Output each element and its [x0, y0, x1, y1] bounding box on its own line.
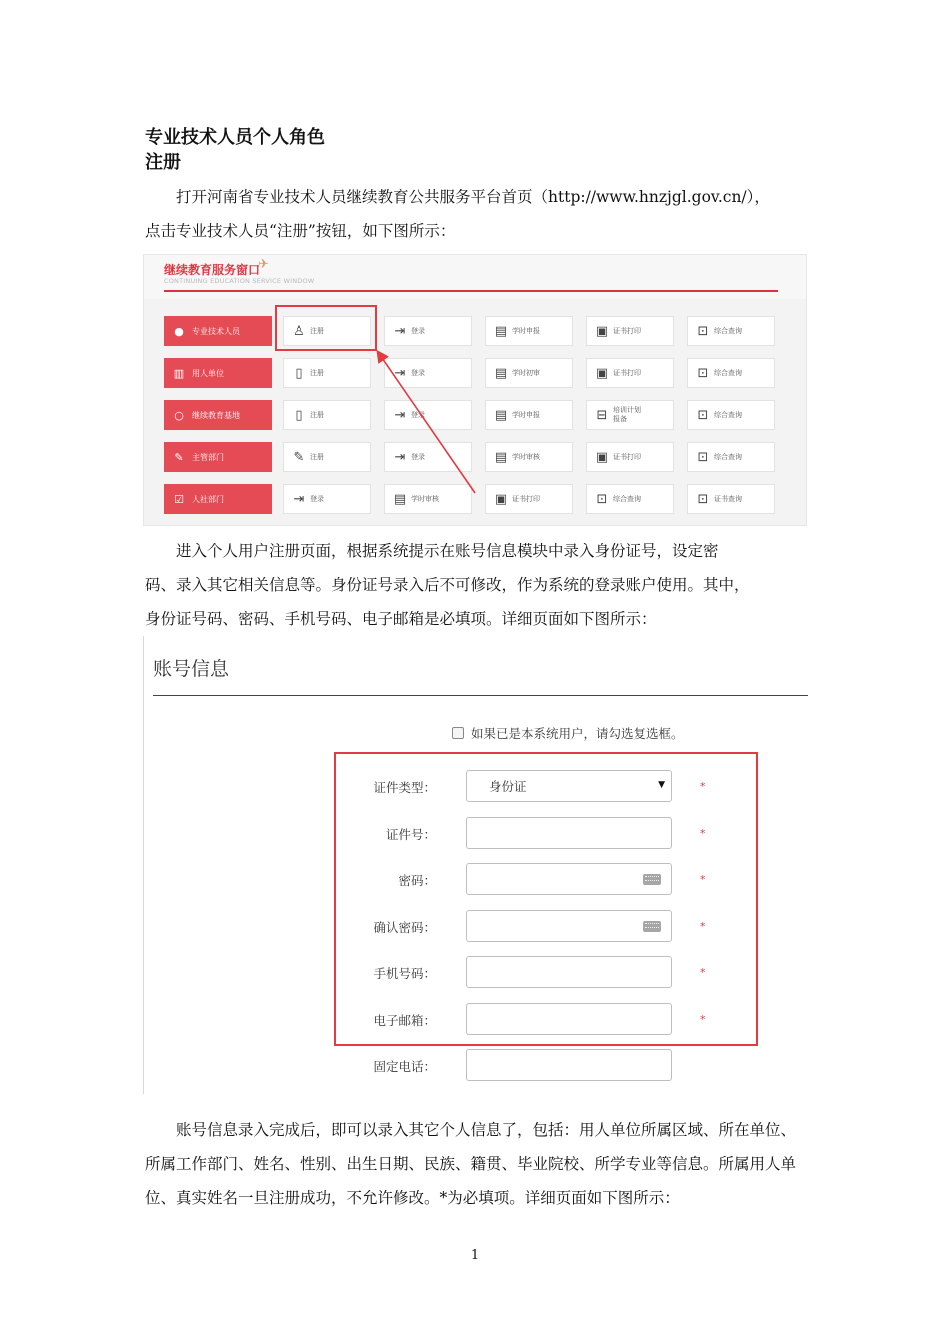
account-info-title: 账号信息 — [153, 658, 230, 680]
service-tile-label: 综合查询 — [714, 452, 742, 461]
existing-user-option[interactable] — [452, 724, 684, 742]
service-tile-label: 登录 — [411, 452, 425, 461]
title-divider — [153, 695, 808, 696]
search-doc-icon: ⊡ — [697, 407, 709, 423]
search-doc-icon: ⊡ — [697, 449, 709, 465]
user-outline-icon: ♙ — [293, 323, 305, 339]
account-form-screenshot — [143, 636, 807, 1094]
role-label-text: 继续教育基地 — [192, 410, 240, 420]
logo-icon: ✈ — [258, 257, 269, 272]
field-value: 身份证 — [489, 779, 527, 794]
document-icon: ▤ — [494, 449, 508, 465]
section-title: 专业技术人员个人角色 — [145, 127, 325, 148]
certificate-icon: ▣ — [595, 323, 609, 339]
field-label: 确认密码： — [373, 920, 436, 935]
field-label: 手机号码： — [373, 966, 436, 981]
role-label-text: 主管部门 — [192, 452, 224, 462]
paragraph-line: 所属工作部门、姓名、性别、出生日期、民族、籍贯、毕业院校、所学专业等信息。所属用人单 — [145, 1155, 797, 1173]
certificate-icon: ▣ — [494, 491, 508, 507]
field-label: 证件号： — [385, 827, 436, 842]
existing-user-checkbox[interactable] — [452, 727, 464, 739]
service-tile-label: 学时审核 — [512, 452, 540, 461]
page-number: 1 — [470, 1248, 480, 1263]
service-tile-label: 证书打印 — [512, 494, 540, 503]
required-mark: * — [700, 1013, 706, 1026]
document-icon: ▤ — [494, 407, 508, 423]
search-doc-icon: ⊡ — [697, 323, 709, 339]
required-mark: * — [700, 920, 706, 933]
certificate-icon: ▣ — [595, 365, 609, 381]
plan-icon: ⊟ — [596, 407, 608, 423]
paragraph-line: 身份证号码、密码、手机号码、电子邮箱是必填项。详细页面如下图所示： — [145, 610, 657, 628]
login-icon: ⇥ — [394, 365, 406, 381]
service-tile-label: 证书打印 — [613, 368, 641, 377]
search-doc-icon: ⊡ — [697, 365, 709, 381]
role-label-text: 用人单位 — [192, 368, 224, 378]
service-tile-label: 证书查询 — [714, 494, 742, 503]
service-tile-label: 注册 — [310, 368, 324, 377]
service-tile-label: 证书打印 — [613, 326, 641, 335]
building-outline-icon: ▯ — [295, 365, 303, 381]
field-label: 密码： — [398, 873, 436, 888]
field-label: 证件类型： — [373, 780, 436, 795]
document-icon: ▤ — [494, 365, 508, 381]
paragraph-line: 位、真实姓名一旦注册成功，不允许修改。*为必填项。详细页面如下图所示： — [145, 1189, 680, 1207]
search-doc-icon: ⊡ — [697, 491, 709, 507]
login-icon: ⇥ — [293, 491, 305, 507]
subsection-title: 注册 — [145, 152, 181, 173]
service-tile-label: 注册 — [310, 326, 324, 335]
brand-subtitle: CONTINUING EDUCATION SERVICE WINDOW — [164, 277, 315, 285]
service-tile-label: 学时初审 — [512, 368, 540, 377]
brand-title: 继续教育服务窗口 — [164, 263, 261, 277]
document-icon: ▤ — [393, 491, 407, 507]
user-edit-icon: ✎ — [174, 450, 184, 464]
paragraph-personal-info — [145, 1113, 810, 1215]
service-tile-label: 学时申报 — [512, 326, 540, 335]
service-tile-label: 注册 — [310, 410, 324, 419]
pointer-arrow — [144, 255, 807, 526]
service-tile-label: 综合查询 — [714, 410, 742, 419]
service-tile-label: 培训计划 报备 — [613, 406, 641, 423]
field-label: 电子邮箱： — [373, 1013, 436, 1028]
service-tile-label: 学时申报 — [512, 410, 540, 419]
service-tile-label: 登录 — [310, 494, 324, 503]
paragraph-line: 码、录入其它相关信息等。身份证号录入后不可修改，作为系统的登录账户使用。其中， — [145, 576, 750, 594]
user-icon: ● — [174, 324, 184, 338]
service-tile-label: 综合查询 — [714, 368, 742, 377]
service-tile-label: 登录 — [411, 326, 425, 335]
document-icon: ▤ — [494, 323, 508, 339]
form-input[interactable] — [466, 1049, 672, 1081]
paragraph-line: 点击专业技术人员“注册”按钮，如下图所示： — [145, 222, 456, 240]
service-tile-label: 综合查询 — [714, 326, 742, 335]
existing-user-tip: 如果已是本系统用户，请勾选复选框。 — [471, 726, 684, 741]
search-doc-icon: ⊡ — [596, 491, 608, 507]
service-tile-label: 登录 — [411, 368, 425, 377]
required-mark: * — [700, 780, 706, 793]
paragraph-line: 打开河南省专业技术人员继续教育公共服务平台首页（http://www.hnzjgl.gov.cn/）， — [176, 188, 770, 206]
service-tile-label: 注册 — [310, 452, 324, 461]
edit-icon: ✎ — [293, 449, 305, 465]
paragraph-intro — [145, 180, 810, 248]
service-tile-label: 证书打印 — [613, 452, 641, 461]
required-mark: * — [700, 873, 706, 886]
service-tile-label: 综合查询 — [613, 494, 641, 503]
paragraph-line: 进入个人用户注册页面，根据系统提示在账号信息模块中录入身份证号，设定密 — [176, 542, 719, 560]
caret-down-icon: ▼ — [658, 780, 665, 790]
building-outline-icon: ▯ — [295, 407, 303, 423]
certificate-icon: ▣ — [595, 449, 609, 465]
search-icon: ○ — [174, 408, 184, 422]
service-window-screenshot — [143, 254, 807, 526]
login-icon: ⇥ — [394, 449, 406, 465]
service-tile-label: 学时审核 — [411, 494, 439, 503]
required-fields-highlight-box — [334, 752, 758, 1046]
building-icon: ▥ — [173, 366, 185, 380]
service-tile-label: 登录 — [411, 410, 425, 419]
paragraph-register-page — [145, 534, 810, 636]
role-label-text: 人社部门 — [192, 494, 224, 504]
required-mark: * — [700, 966, 706, 979]
login-icon: ⇥ — [394, 407, 406, 423]
field-label: 固定电话： — [373, 1059, 436, 1074]
role-label-text: 专业技术人员 — [192, 326, 240, 336]
login-icon: ⇥ — [394, 323, 406, 339]
calendar-check-icon: ☑ — [174, 492, 184, 506]
required-mark: * — [700, 827, 706, 840]
paragraph-line: 账号信息录入完成后，即可以录入其它个人信息了，包括：用人单位所属区域、所在单位、 — [176, 1121, 797, 1139]
